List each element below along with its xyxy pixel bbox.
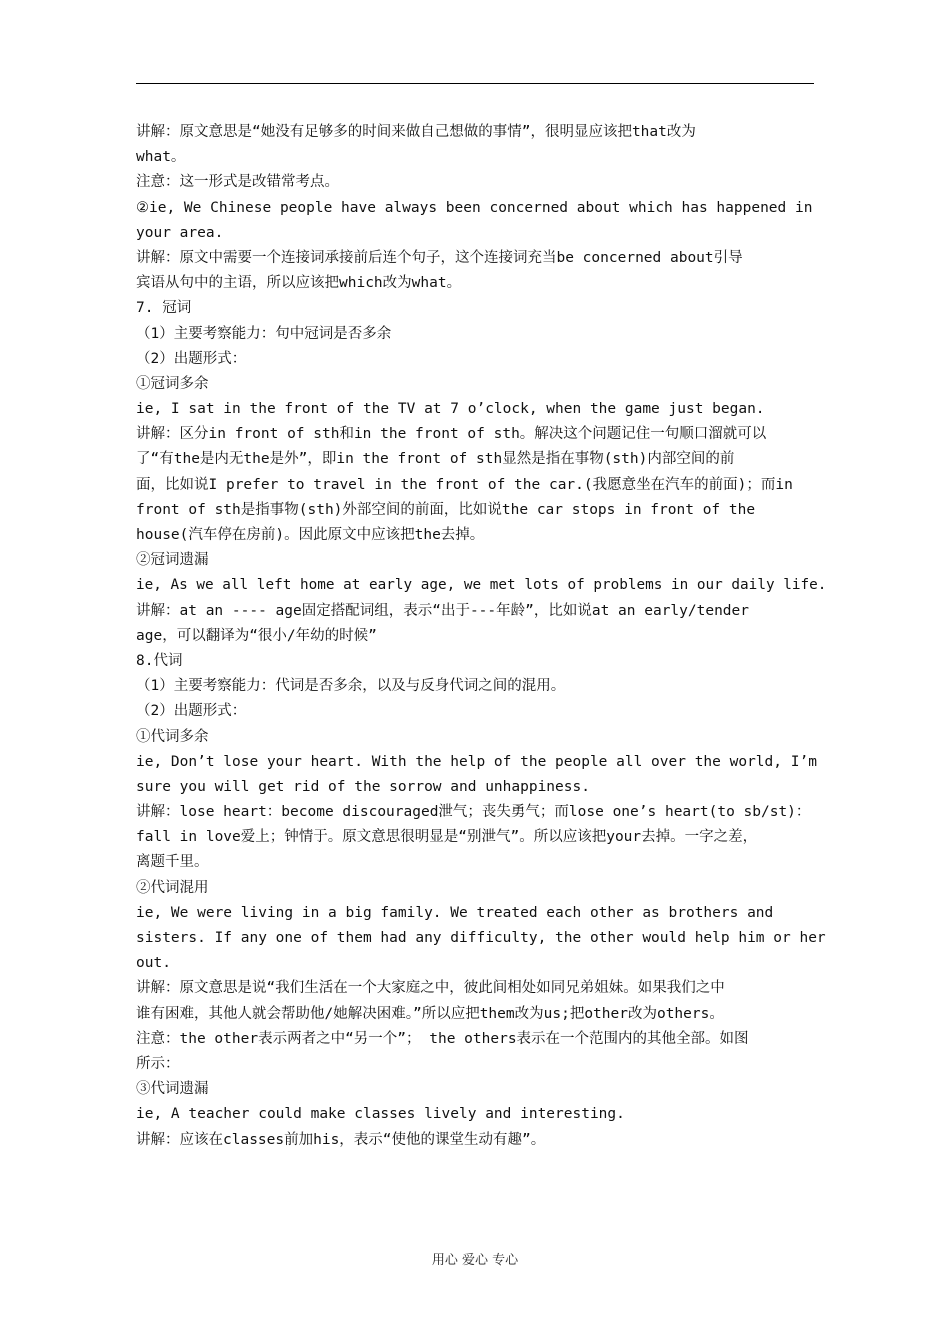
text-line: house(汽车停在房前)。因此原文中应该把the去掉。 (136, 527, 485, 543)
subsection-heading: ②冠词遗漏 (136, 552, 209, 569)
example-line: ie, A teacher could make classes lively and interesting. (136, 1106, 625, 1123)
text-line: （1）主要考察能力：代词是否多余，以及与反身代词之间的混用。 (136, 678, 566, 695)
text-line: 注意：the other表示两者之中“另一个”； the others表示在一个范围内的其他全部。如图 (136, 1030, 749, 1047)
example-line: ie, As we all left home at early age, we met lots of problems in our daily life. (136, 577, 827, 594)
example-line: out. (136, 955, 171, 972)
text-line: front of sth是指事物(sth)外部空间的前面，比如说the car stops in front of the (136, 501, 756, 518)
text-line: 注意：这一形式是改错常考点。 (136, 174, 339, 191)
text-line: 离题千里。 (136, 854, 209, 871)
subsection-heading: ①冠词多余 (136, 375, 209, 392)
text-line: （2）出题形式： (136, 703, 247, 720)
text-line: 面，比如说I prefer to travel in the front of the car.(我愿意坐在汽车的前面)；而in (136, 476, 793, 493)
subsection-heading: ②代词混用 (136, 879, 209, 896)
example-line: sure you will get rid of the sorrow and unhappiness. (136, 778, 590, 795)
text-line: 讲解：at an ---- age固定搭配词组，表示“出于---年龄”，比如说at an early/tender (136, 602, 749, 619)
header-rule (136, 83, 814, 84)
text-line: fall in love爱上；钟情于。原文意思很明显是“别泄气”。所以应该把your去掉。一字之差， (136, 829, 758, 846)
text-line: 讲解：区分in front of sth和in the front of sth。解决这个问题记住一句顺口溜就可以 (136, 426, 767, 443)
text-line: 讲解：原文意思是“她没有足够多的时间来做自己想做的事情”，很明显应该把that改为 (136, 124, 696, 140)
text-line: 讲解：lose heart：become discouraged泄气；丧失勇气；而lose one’s heart(to sb/st)： (136, 804, 811, 821)
text-line: what。 (136, 149, 186, 166)
text-line: （2）出题形式： (136, 350, 247, 367)
subsection-heading: ③代词遗漏 (136, 1081, 209, 1098)
subsection-heading: ①代词多余 (136, 728, 209, 745)
text-line: 所示： (136, 1055, 180, 1072)
text-line: 讲解：原文中需要一个连接词承接前后连个句子，这个连接词充当be concerned about引导 (136, 249, 743, 266)
text-line: ②ie, We Chinese people have always been concerned about which has happened in (136, 199, 813, 216)
page-footer: 用心 爱心 专心 (431, 1253, 519, 1268)
text-line: age，可以翻译为“很小/年幼的时候” (136, 627, 377, 644)
document-body (136, 120, 826, 1153)
text-line: 谁有困难，其他人就会帮助他/她解决困难。”所以应把them改为us;把other改为others。 (136, 1005, 724, 1022)
text-line: 了“有the是内无the是外”，即in the front of sth显然是指在事物(sth)内部空间的前 (136, 451, 735, 468)
example-line: sisters. If any one of them had any difficulty, the other would help him or her (136, 930, 826, 946)
section-heading: 7. 冠词 (136, 300, 192, 317)
text-line: 讲解：应该在classes前加his，表示“使他的课堂生动有趣”。 (136, 1131, 546, 1148)
example-line: ie, We were living in a big family. We treated each other as brothers and (136, 904, 774, 921)
example-line: ie, Don’t lose your heart. With the help of the people all over the world, I’m (136, 753, 817, 770)
text-line: your area. (136, 224, 224, 241)
example-line: ie, I sat in the front of the TV at 7 o’clock, when the game just began. (136, 401, 765, 418)
text-line: 宾语从句中的主语，所以应该把which改为what。 (136, 275, 462, 292)
text-line: 讲解：原文意思是说“我们生活在一个大家庭之中，彼此间相处如同兄弟姐妹。如果我们之中 (136, 980, 725, 997)
section-heading: 8.代词 (136, 652, 183, 669)
text-line: （1）主要考察能力：句中冠词是否多余 (136, 325, 392, 342)
